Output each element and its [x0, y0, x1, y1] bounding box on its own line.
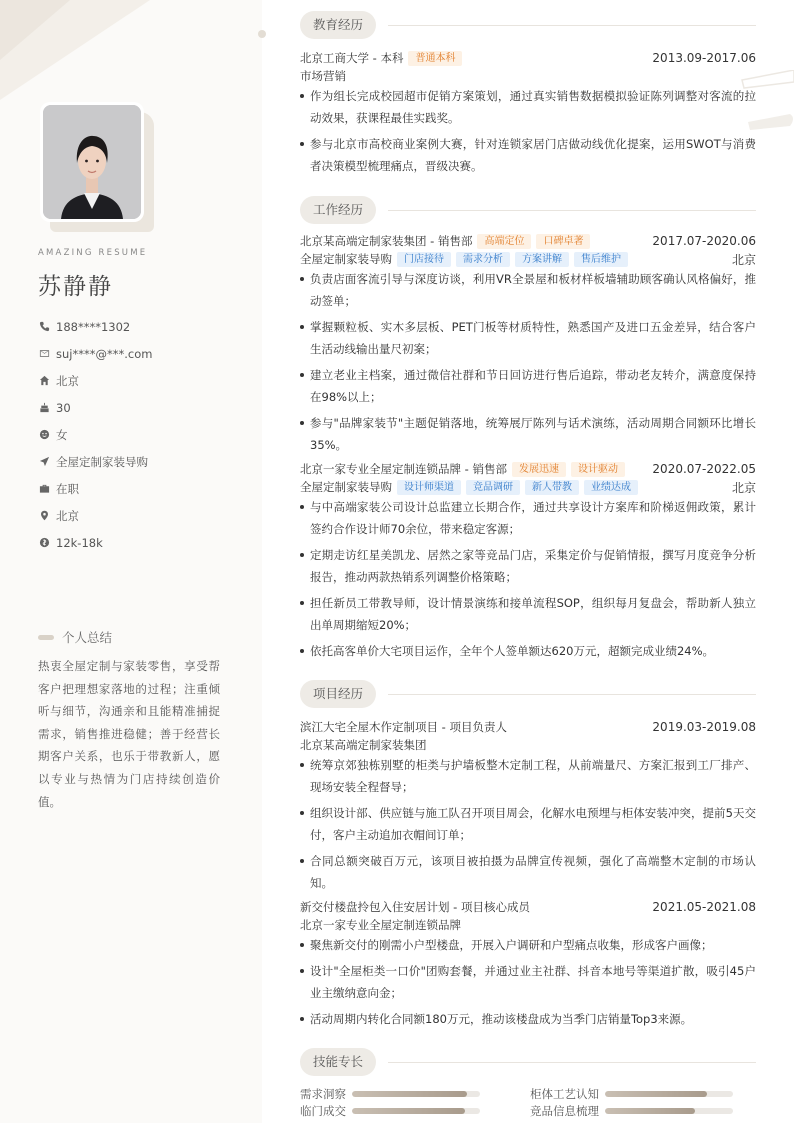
- education-date: 2013.09-2017.06: [652, 51, 756, 65]
- skill-name: 临门成交: [300, 1104, 346, 1118]
- list-item: 依托高客单价大宅项目运作，全年个人签单额达620万元，超额完成业绩24%。: [300, 640, 756, 662]
- project-org: 北京某高端定制家装集团: [300, 738, 427, 752]
- summary-title-text: 个人总结: [62, 630, 113, 645]
- job-bullets: [300, 268, 756, 460]
- project-date: 2021.05-2021.08: [652, 900, 756, 914]
- list-item: 负责店面客流引导与深度访谈，利用VR全景屋和板材样板墙辅助顾客确认风格偏好，推动签单；: [300, 268, 756, 312]
- project-row: [300, 718, 756, 736]
- company-name: 北京一家专业全屋定制连锁品牌 - 销售部: [300, 462, 507, 476]
- major: 市场营销: [300, 69, 346, 83]
- send-icon: [38, 456, 50, 468]
- avatar: [40, 102, 144, 222]
- project-org-row: [300, 916, 756, 934]
- project-bullets: [300, 754, 756, 898]
- gender-icon: [38, 429, 50, 441]
- list-item: 组织设计部、供应链与施工队召开项目周会，化解水电预埋与柜体安装冲突，提前5天交付，客户主动追加衣帽间订单；: [300, 802, 756, 846]
- residence-text: 北京: [56, 373, 79, 388]
- info-item-email: [38, 340, 248, 367]
- skill-tag: 方案讲解: [515, 252, 569, 267]
- skill-tag: 新人带教: [525, 480, 579, 495]
- corner-decoration: [0, 0, 70, 60]
- candidate-name: 苏静静: [38, 274, 113, 300]
- education-bullets: [300, 85, 756, 181]
- job-company-row: [300, 232, 756, 250]
- info-item-salary: [38, 529, 248, 556]
- skill-bar-fill: [605, 1108, 695, 1114]
- decoration-dot: [258, 30, 266, 38]
- list-item: 统筹京郊独栋别墅的柜类与护墙板整木定制工程，从前端量尺、方案汇报到工厂排产、现场安装全程督导；: [300, 754, 756, 798]
- list-item: 设计"全屋柜类一口价"团购套餐，并通过业主社群、抖音本地号等渠道扩散，吸引45户业主缴纳意向金；: [300, 960, 756, 1004]
- company-tag: 口碑卓著: [536, 234, 590, 249]
- section-title: 工作经历: [300, 196, 376, 224]
- summary-text: 热衷全屋定制与家装零售，享受帮客户把理想家落地的过程；注重倾听与细节，沟通亲和且能精准捕捉需求，销售推进稳健；善于经营长期客户关系，也乐于带教新人，愿以专业与热情为门店持续创造价值。: [38, 659, 220, 809]
- section-divider: [388, 694, 756, 695]
- section-title: 项目经历: [300, 680, 376, 708]
- info-item-age: [38, 394, 248, 421]
- skill-tag: 门店接待: [397, 252, 451, 267]
- project-name: 滨江大宅全屋木作定制项目 - 项目负责人: [300, 720, 507, 734]
- skill-tag: 设计师渠道: [397, 480, 461, 495]
- list-item: 担任新员工带教导师，设计情景演练和接单流程SOP，组织每月复盘会，帮助新人独立出单周期缩短20%；: [300, 592, 756, 636]
- home-icon: [38, 375, 50, 387]
- skill-bar: [605, 1108, 733, 1114]
- mail-icon: [38, 348, 50, 360]
- project-name: 新交付楼盘拎包入住安居计划 - 项目核心成员: [300, 900, 530, 914]
- skill-bar: [352, 1108, 480, 1114]
- main-content: [300, 0, 756, 1123]
- summary-heading: [38, 628, 112, 646]
- skill-bar: [605, 1091, 733, 1097]
- briefcase-icon: [38, 483, 50, 495]
- list-item: 定期走访红星美凯龙、居然之家等竞品门店，采集定价与促销情报，撰写月度竞争分析报告，推动两款热销系列调整价格策略；: [300, 544, 756, 588]
- job-role: 全屋定制家装导购: [300, 480, 392, 494]
- info-item-status: [38, 475, 248, 502]
- job-date: 2020.07-2022.05: [652, 462, 756, 476]
- section-title: 教育经历: [300, 11, 376, 39]
- skill-tag: 需求分析: [456, 252, 510, 267]
- target-position-text: 全屋定制家装导购: [56, 454, 148, 469]
- skill-tag: 竞品调研: [466, 480, 520, 495]
- job-city: 北京: [731, 480, 756, 495]
- section-education-header: [300, 11, 756, 39]
- tagline: AMAZING RESUME: [38, 248, 148, 258]
- skill-tag: 业绩达成: [584, 480, 638, 495]
- list-item: 建立老业主档案，通过微信社群和节日回访进行售后追踪，带动老友转介，满意度保持在98%以上；: [300, 364, 756, 408]
- list-item: 合同总额突破百万元，该项目被拍摄为品牌宣传视频，强化了高端整木定制的市场认知。: [300, 850, 756, 894]
- cake-icon: [38, 402, 50, 414]
- skill-bar-fill: [605, 1091, 707, 1097]
- skill-name: 需求洞察: [300, 1087, 346, 1101]
- contact-info-list: [38, 313, 248, 556]
- salary-icon: [38, 537, 50, 549]
- skill-item: [300, 1086, 480, 1102]
- portrait-image: [43, 105, 141, 219]
- list-item: 掌握颗粒板、实木多层板、PET门板等材质特性，熟悉国产及进口五金差异，结合客户生活动线输出量尺初案；: [300, 316, 756, 360]
- list-item: 作为组长完成校园超市促销方案策划，通过真实销售数据模拟验证陈列调整对客流的拉动效果，获课程最佳实践奖。: [300, 85, 756, 129]
- job-date: 2017.07-2020.06: [652, 234, 756, 248]
- sidebar: [0, 0, 262, 1123]
- job-role: 全屋定制家装导购: [300, 252, 392, 266]
- section-skills-header: [300, 1048, 756, 1076]
- job-company-row: [300, 460, 756, 478]
- school-tag: 普通本科: [408, 51, 462, 66]
- project-row: [300, 898, 756, 916]
- job-city: 北京: [731, 252, 756, 267]
- skill-tag: 售后维护: [574, 252, 628, 267]
- target-city-text: 北京: [56, 508, 79, 523]
- project-date: 2019.03-2019.08: [652, 720, 756, 734]
- project-org-row: [300, 736, 756, 754]
- skill-name: 柜体工艺认知: [530, 1087, 599, 1101]
- section-divider: [388, 25, 756, 26]
- gender-text: 女: [56, 427, 68, 442]
- info-item-phone: [38, 313, 248, 340]
- job-role-row: [300, 478, 756, 496]
- location-pin-icon: [38, 510, 50, 522]
- skill-item: [530, 1103, 733, 1119]
- skill-item: [530, 1086, 733, 1102]
- list-item: 与中高端家装公司设计总监建立长期合作，通过共享设计方案库和阶梯返佣政策，累计签约合作设计师70余位，带来稳定客源；: [300, 496, 756, 540]
- heading-bar: [38, 635, 54, 640]
- project-org: 北京一家专业全屋定制连锁品牌: [300, 918, 461, 932]
- list-item: 参与北京市高校商业案例大赛，针对连锁家居门店做动线优化提案，运用SWOT与消费者决策模型梳理痛点，晋级决赛。: [300, 133, 756, 177]
- info-item-residence: [38, 367, 248, 394]
- skill-bar-fill: [352, 1108, 465, 1114]
- skill-item: [300, 1103, 480, 1119]
- status-text: 在职: [56, 481, 79, 496]
- info-item-target-city: [38, 502, 248, 529]
- age-text: 30: [56, 400, 71, 415]
- company-tag: 发展迅速: [512, 462, 566, 477]
- list-item: 活动周期内转化合同额180万元，推动该楼盘成为当季门店销量Top3来源。: [300, 1008, 756, 1030]
- section-projects-header: [300, 680, 756, 708]
- job-bullets: [300, 496, 756, 666]
- phone-icon: [38, 321, 50, 333]
- education-row: [300, 49, 756, 67]
- company-name: 北京某高端定制家装集团 - 销售部: [300, 234, 473, 248]
- info-item-gender: [38, 421, 248, 448]
- email-text: suj****@***.com: [56, 346, 153, 361]
- section-title: 技能专长: [300, 1048, 376, 1076]
- section-work-header: [300, 196, 756, 224]
- job-role-row: [300, 250, 756, 268]
- company-tag: 设计驱动: [571, 462, 625, 477]
- skill-bar-fill: [352, 1091, 467, 1097]
- skill-name: 竞品信息梳理: [530, 1104, 599, 1118]
- major-row: [300, 67, 756, 85]
- skill-bar: [352, 1091, 480, 1097]
- phone-text: 188****1302: [56, 319, 131, 334]
- section-divider: [388, 210, 756, 211]
- project-bullets: [300, 934, 756, 1034]
- list-item: 聚焦新交付的刚需小户型楼盘，开展入户调研和户型痛点收集，形成客户画像；: [300, 934, 756, 956]
- list-item: 参与"品牌家装节"主题促销落地，统筹展厅陈列与话术演练，活动周期合同额环比增长35%。: [300, 412, 756, 456]
- info-item-target-position: [38, 448, 248, 475]
- salary-text: 12k-18k: [56, 535, 103, 550]
- company-tag: 高端定位: [477, 234, 531, 249]
- school-name: 北京工商大学 - 本科: [300, 51, 404, 65]
- section-divider: [388, 1062, 756, 1063]
